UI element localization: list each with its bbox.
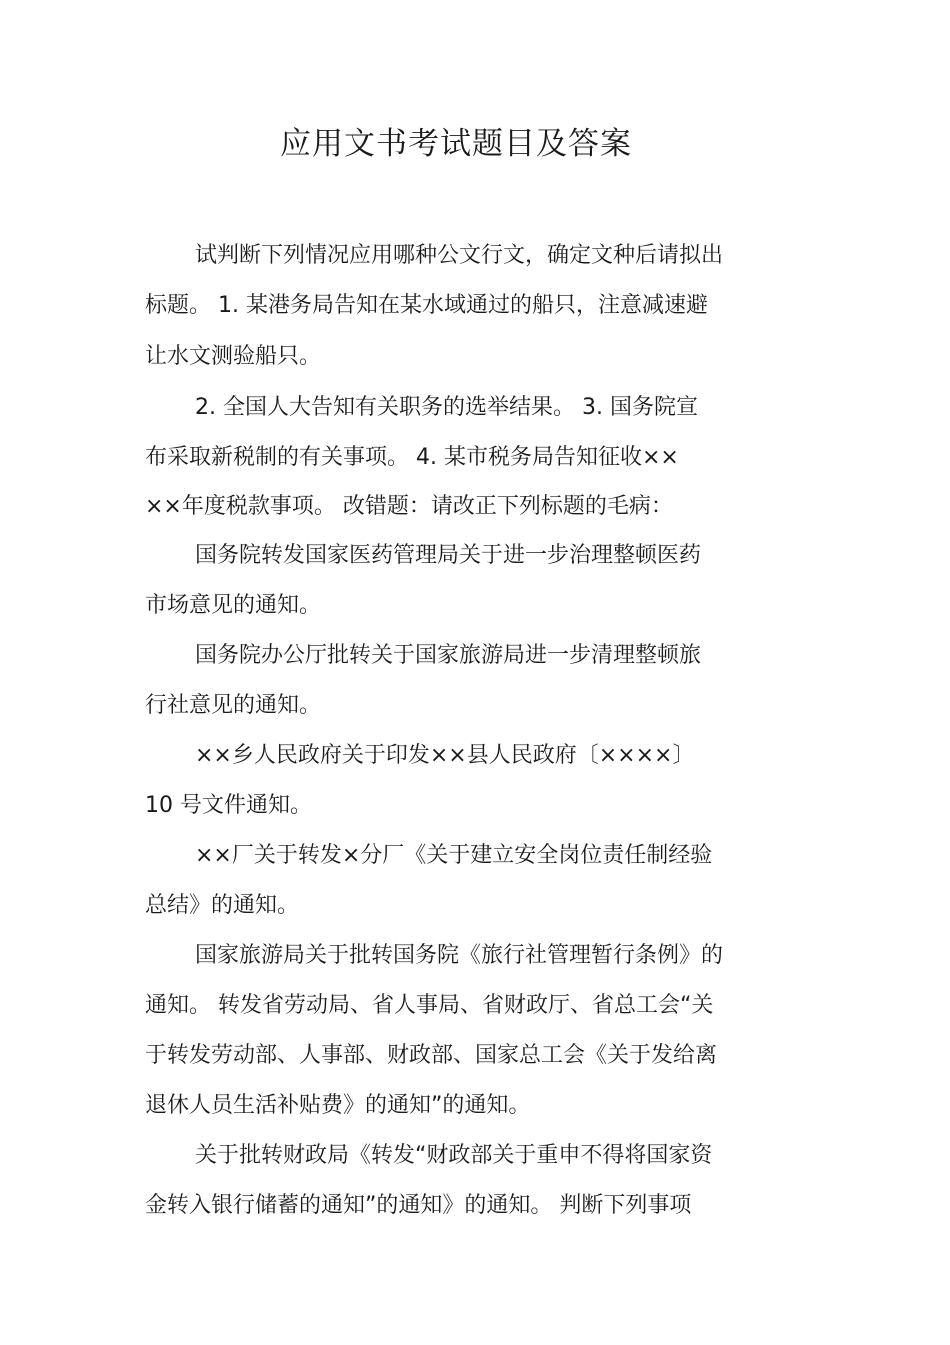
paragraph-line: ××厂关于转发×分厂《关于建立安全岗位责任制经验 [195,843,713,868]
paragraph-line: 标题。 1. 某港务局告知在某水域通过的船只，注意减速避 [145,293,708,318]
paragraph-line: 于转发劳动部、人事部、财政部、国家总工会《关于发给离 [145,1043,718,1068]
paragraph-line: 布采取新税制的有关事项。 4. 某市税务局告知征收×× [145,445,679,470]
paragraph-line: ××乡人民政府关于印发××县人民政府〔××××〕 [195,743,695,768]
paragraph-line: 行社意见的通知。 [145,693,322,718]
paragraph-line: 2. 全国人大告知有关职务的选举结果。 3. 国务院宣 [195,395,698,420]
paragraph-line: 总结》的通知。 [145,893,300,918]
document-title: 应用文书考试题目及答案 [280,126,632,162]
paragraph-line: 退休人员生活补贴费》的通知”的通知。 [145,1093,531,1118]
paragraph-line: 试判断下列情况应用哪种公文行文，确定文种后请拟出 [195,243,724,268]
paragraph-line: 10 号文件通知。 [145,793,312,818]
paragraph-line: ××年度税款事项。 改错题：请改正下列标题的毛病： [145,494,673,519]
paragraph-line: 通知。 转发省劳动局、省人事局、省财政厅、省总工会“关 [145,993,714,1018]
paragraph-line: 让水文测验船只。 [145,344,322,369]
paragraph-line: 市场意见的通知。 [145,593,322,618]
paragraph-line: 国务院办公厅批转关于国家旅游局进一步清理整顿旅 [195,643,702,668]
paragraph-line: 关于批转财政局《转发“财政部关于重申不得将国家资 [195,1143,713,1168]
paragraph-line: 国务院转发国家医药管理局关于进一步治理整顿医药 [195,543,702,568]
paragraph-line: 国家旅游局关于批转国务院《旅行社管理暂行条例》的 [195,943,724,968]
paragraph-line: 金转入银行储蓄的通知”的通知》的通知。 判断下列事项 [145,1193,692,1218]
